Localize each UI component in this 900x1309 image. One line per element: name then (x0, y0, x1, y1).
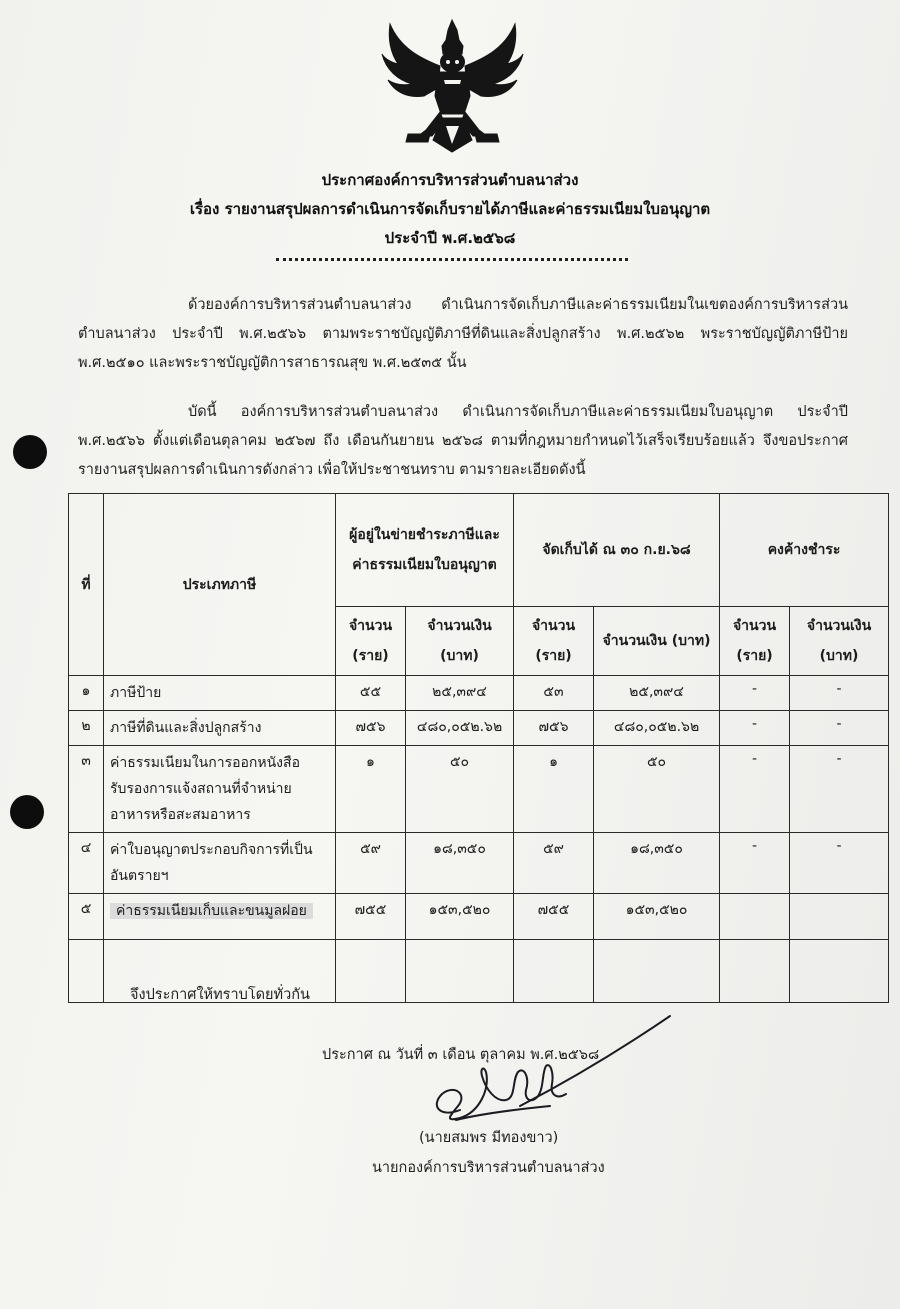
cell-count-collected: ๗๕๖ (514, 711, 594, 746)
table-row (69, 833, 889, 894)
row-type: ค่าใบอนุญาตประกอบกิจการที่เป็นอันตรายฯ (104, 833, 336, 894)
cell-count-collected: ๑ (514, 746, 594, 833)
cell-amount-collected: ๑๕๓,๕๒๐ (594, 894, 720, 940)
announcement-date: ประกาศ ณ วันที่ ๓ เดือน ตุลาคม พ.ศ.๒๕๖๘ (322, 1047, 600, 1063)
header-count: จำนวน (ราย) (336, 607, 406, 676)
cell-amount-collected: ๔๘๐,๐๕๒.๖๒ (594, 711, 720, 746)
table-row (69, 746, 889, 833)
cell-amount-taxpayers: ๒๕,๓๙๔ (406, 676, 514, 711)
cell-count-taxpayers: ๗๕๖ (336, 711, 406, 746)
garuda-emblem (380, 18, 525, 158)
cell-count-outstanding (720, 894, 790, 940)
cell-amount-outstanding: - (790, 676, 889, 711)
row-type-highlight: ค่าธรรมเนียมเก็บและขนมูลฝอย (110, 903, 313, 919)
cell-amount-outstanding: - (790, 711, 889, 746)
row-type: ภาษีป้าย (104, 676, 336, 711)
table-row (69, 711, 889, 746)
cell-amount-taxpayers: ๔๘๐,๐๕๒.๖๒ (406, 711, 514, 746)
cell-amount-collected: ๒๕,๓๙๔ (594, 676, 720, 711)
cell-count-outstanding: - (720, 676, 790, 711)
cell-count-taxpayers: ๗๕๕ (336, 894, 406, 940)
header-no: ที่ (69, 494, 104, 676)
row-type: ภาษีที่ดินและสิ่งปลูกสร้าง (104, 711, 336, 746)
cell-count-taxpayers: ๕๙ (336, 833, 406, 894)
cell-count-collected: ๗๕๕ (514, 894, 594, 940)
header-outstanding: คงค้างชำระ (720, 494, 889, 607)
paragraph-intro: ด้วยองค์การบริหารส่วนตำบลนาส่วง ดำเนินการจัดเก็บภาษีและค่าธรรมเนียมในเขตองค์การบริหารส่วนตำบลนาส่วง ประจำปี พ.ศ.๒๕๖๖ ตามพระราชบัญญัติภาษีที่ดินและสิ่งปลูกสร้าง พ.ศ.๒๕๖๒ พระราชบัญญัติภาษีป้าย พ.ศ.๒๕๑๐ และพระราชบัญญัติการสาธารณสุข พ.ศ.๒๕๓๕ นั้น (78, 297, 848, 371)
cell-amount-taxpayers: ๕๐ (406, 746, 514, 833)
tax-summary-table (68, 493, 889, 1003)
row-no: ๔ (69, 833, 104, 894)
header-amount: จำนวนเงิน (บาท) (406, 607, 514, 676)
row-no: ๑ (69, 676, 104, 711)
header-type: ประเภทภาษี (104, 494, 336, 676)
cell-amount-outstanding: - (790, 746, 889, 833)
header-year: ประจำปี พ.ศ.๒๕๖๘ (384, 229, 516, 247)
row-no: ๕ (69, 894, 104, 940)
punch-hole-bottom (10, 795, 44, 829)
header-subject: เรื่อง รายงานสรุปผลการดำเนินการจัดเก็บรายได้ภาษีและค่าธรรมเนียมใบอนุญาต (189, 200, 711, 218)
cell-count-outstanding: - (720, 711, 790, 746)
table-row (69, 894, 889, 940)
signature (420, 1010, 680, 1135)
cell-amount-outstanding (790, 894, 889, 940)
header-amount: จำนวนเงิน (บาท) (594, 607, 720, 676)
cell-amount-collected: ๑๘,๓๕๐ (594, 833, 720, 894)
header-collected: จัดเก็บได้ ณ ๓๐ ก.ย.๖๘ (514, 494, 720, 607)
cell-count-collected: ๕๓ (514, 676, 594, 711)
signatory-position: นายกองค์การบริหารส่วนตำบลนาส่วง (372, 1160, 605, 1176)
cell-amount-taxpayers: ๑๕๓,๕๒๐ (406, 894, 514, 940)
table-row (69, 676, 889, 711)
row-no: ๓ (69, 746, 104, 833)
dotted-divider (276, 258, 628, 261)
row-no: ๒ (69, 711, 104, 746)
header-title: ประกาศองค์การบริหารส่วนตำบลนาส่วง (321, 171, 579, 189)
cell-amount-taxpayers: ๑๘,๓๕๐ (406, 833, 514, 894)
punch-hole-top (13, 435, 47, 469)
cell-count-collected: ๕๙ (514, 833, 594, 894)
cell-count-outstanding: - (720, 746, 790, 833)
signatory-name: (นายสมพร มีทองขาว) (419, 1130, 559, 1146)
cell-count-outstanding: - (720, 833, 790, 894)
row-type (104, 894, 336, 940)
cell-amount-collected: ๕๐ (594, 746, 720, 833)
cell-count-taxpayers: ๑ (336, 746, 406, 833)
closing-announcement: จึงประกาศให้ทราบโดยทั่วกัน (130, 987, 310, 1003)
row-type: ค่าธรรมเนียมในการออกหนังสือรับรองการแจ้งสถานที่จำหน่ายอาหารหรือสะสมอาหาร (104, 746, 336, 833)
header-count: จำนวน (ราย) (514, 607, 594, 676)
paragraph-details: บัดนี้ องค์การบริหารส่วนตำบลนาส่วง ดำเนินการจัดเก็บภาษีและค่าธรรมเนียมใบอนุญาต ประจำปี พ.ศ.๒๕๖๖ ตั้งแต่เดือนตุลาคม ๒๕๖๗ ถึง เดือนกันยายน ๒๕๖๘ ตามที่กฎหมายกำหนดไว้เสร็จเรียบร้อยแล้ว จึงขอประกาศรายงานสรุปผลการดำเนินการดังกล่าว เพื่อให้ประชาชนทราบ ตามรายละเอียดดังนี้ (78, 404, 848, 478)
header-taxpayers: ผู้อยู่ในข่ายชำระภาษีและค่าธรรมเนียมใบอนุญาต (336, 494, 514, 607)
cell-count-taxpayers: ๕๕ (336, 676, 406, 711)
header-count: จำนวน (ราย) (720, 607, 790, 676)
header-amount: จำนวนเงิน (บาท) (790, 607, 889, 676)
cell-amount-outstanding: - (790, 833, 889, 894)
